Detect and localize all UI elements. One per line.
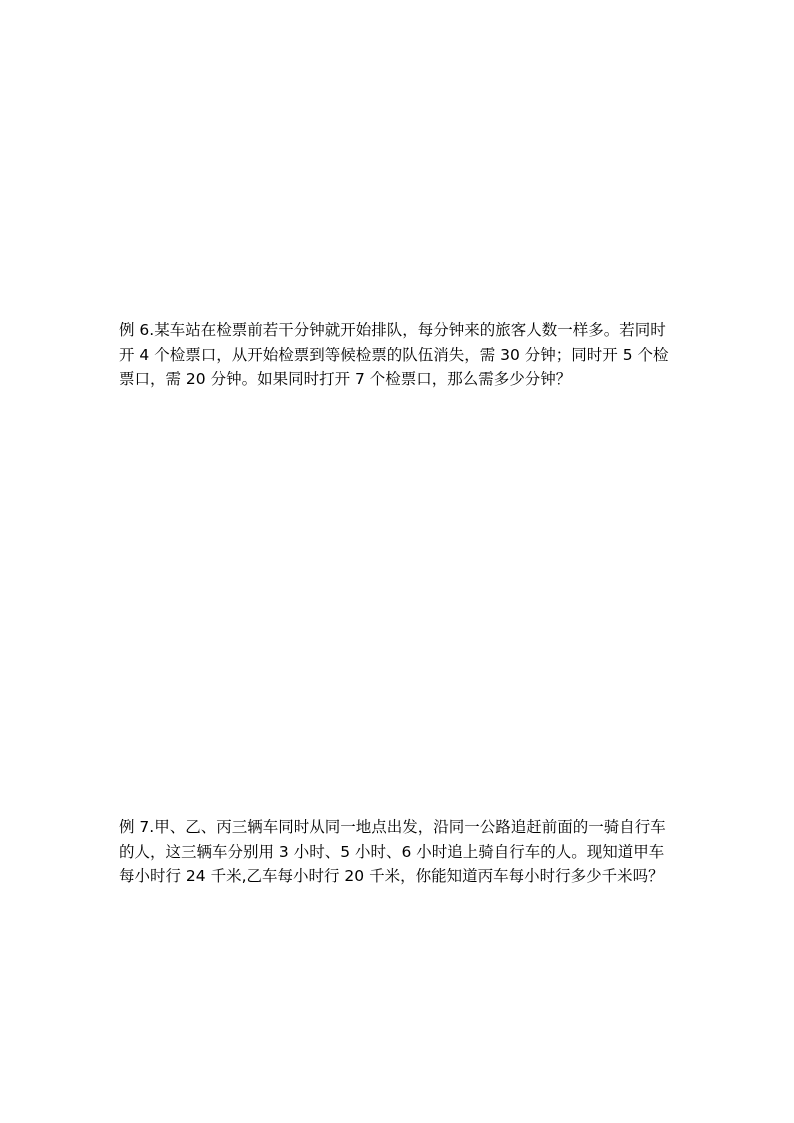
- problem-text-line: 例 7.甲、乙、丙三辆车同时从同一地点出发，沿同一公路追赶前面的一骑自行车: [119, 818, 666, 836]
- problem-example-6: [119, 318, 679, 392]
- problem-text-line: 每小时行 24 千米,乙车每小时行 20 千米，你能知道丙车每小时行多少千米吗？: [119, 867, 664, 885]
- problem-text-line: 例 6.某车站在检票前若干分钟就开始排队，每分钟来的旅客人数一样多。若同时: [119, 321, 666, 339]
- problem-text-line: 的人，这三辆车分别用 3 小时、5 小时、6 小时追上骑自行车的人。现知道甲车: [119, 842, 665, 861]
- problem-text-line: 票口，需 20 分钟。如果同时打开 7 个检票口，那么需多少分钟？: [119, 370, 572, 388]
- problem-text-line: 开 4 个检票口，从开始检票到等候检票的队伍消失，需 30 分钟；同时开 5 个检: [119, 345, 669, 364]
- problem-example-7: [119, 815, 679, 889]
